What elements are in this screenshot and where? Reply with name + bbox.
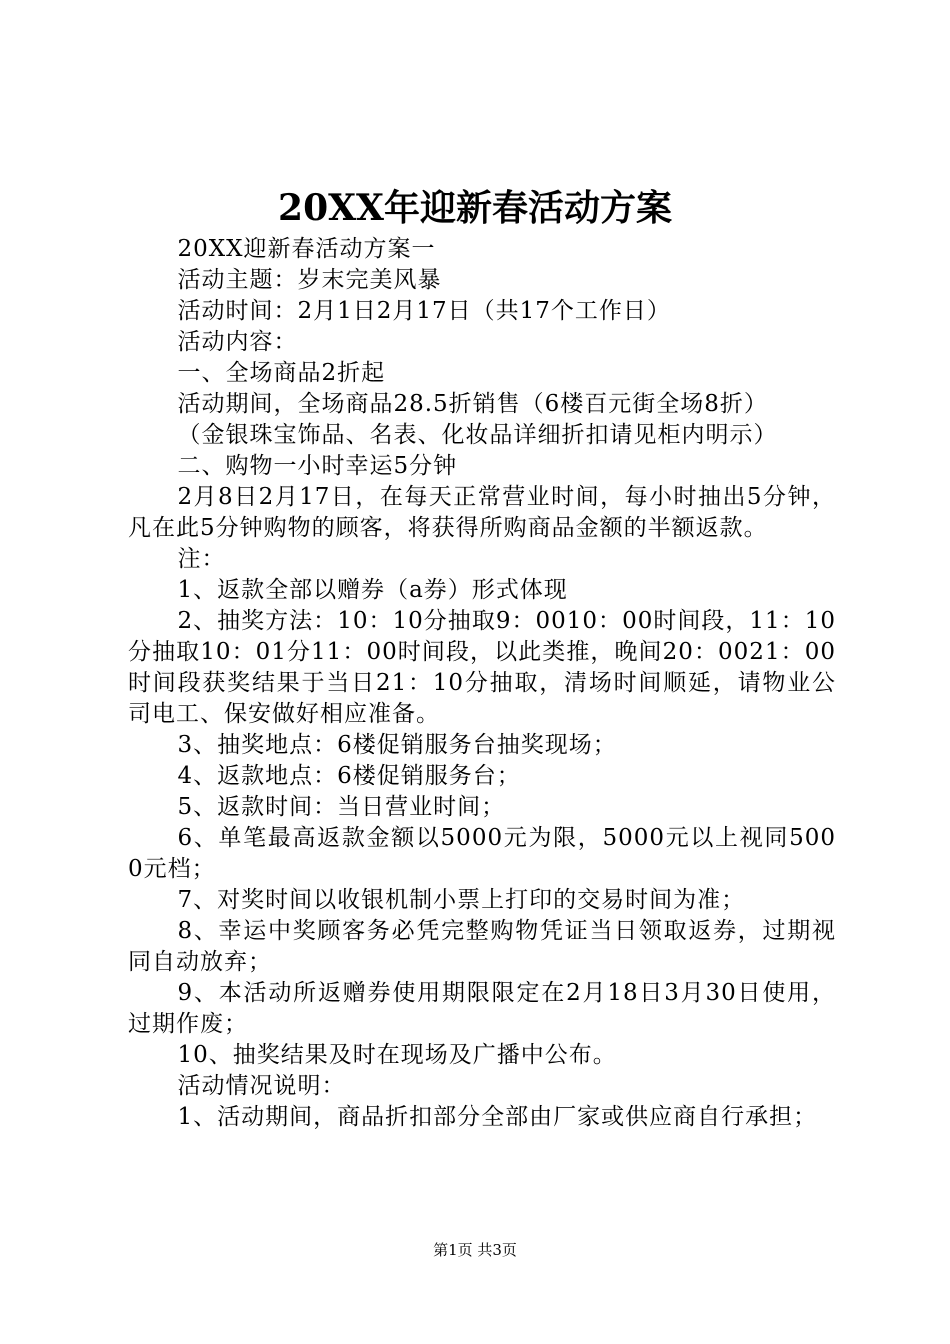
paragraph: 5、返款时间：当日营业时间； — [177, 794, 506, 820]
paragraph: 9、本活动所返赠券使用期限限定在2月18日3月30日使用，过期作废； — [128, 980, 836, 1037]
page-footer: 第1页 共3页 — [433, 1241, 517, 1259]
paragraph: 活动主题：岁末完美风暴 — [177, 267, 442, 293]
paragraph: 活动期间，全场商品28.5折销售（6楼百元街全场8折） — [177, 391, 768, 417]
paragraph: 注： — [177, 546, 226, 572]
paragraph: 10、抽奖结果及时在现场及广播中公布。 — [177, 1042, 617, 1068]
paragraph: 活动内容： — [177, 329, 298, 355]
paragraph: 活动情况说明： — [177, 1073, 346, 1099]
document-title: 20XX年迎新春活动方案 — [278, 187, 672, 229]
paragraph: 4、返款地点：6楼促销服务台； — [177, 763, 521, 789]
paragraph: 2、抽奖方法：10：10分抽取9：0010：00时间段，11：10分抽取10：01分11：00时间段，以此类推，晚间20：0021：00时间段获奖结果于当日21：10分抽取，清场时间顺延，请物业公司电工、保安做好相应准备。 — [128, 608, 836, 727]
paragraph: 一、全场商品2折起 — [177, 360, 386, 386]
paragraph: 6、单笔最高返款金额以5000元为限，5000元以上视同5000元档； — [128, 825, 836, 882]
paragraph: 1、活动期间，商品折扣部分全部由厂家或供应商自行承担； — [177, 1104, 818, 1130]
paragraph: 2月8日2月17日，在每天正常营业时间，每小时抽出5分钟，凡在此5分钟购物的顾客，将获得所购商品金额的半额返款。 — [128, 484, 836, 541]
paragraph: 8、幸运中奖顾客务必凭完整购物凭证当日领取返券，过期视同自动放弃； — [128, 918, 836, 975]
paragraph: 二、购物一小时幸运5分钟 — [177, 453, 458, 479]
paragraph: 20XX迎新春活动方案一 — [177, 236, 436, 262]
paragraph: （金银珠宝饰品、名表、化妆品详细折扣请见柜内明示） — [177, 422, 778, 448]
paragraph: 3、抽奖地点：6楼促销服务台抽奖现场； — [177, 732, 617, 758]
document-body — [128, 234, 836, 1133]
paragraph: 7、对奖时间以收银机制小票上打印的交易时间为准； — [177, 887, 746, 913]
paragraph: 活动时间：2月1日2月17日（共17个工作日） — [177, 298, 671, 324]
paragraph: 1、返款全部以赠券（a券）形式体现 — [177, 577, 568, 603]
